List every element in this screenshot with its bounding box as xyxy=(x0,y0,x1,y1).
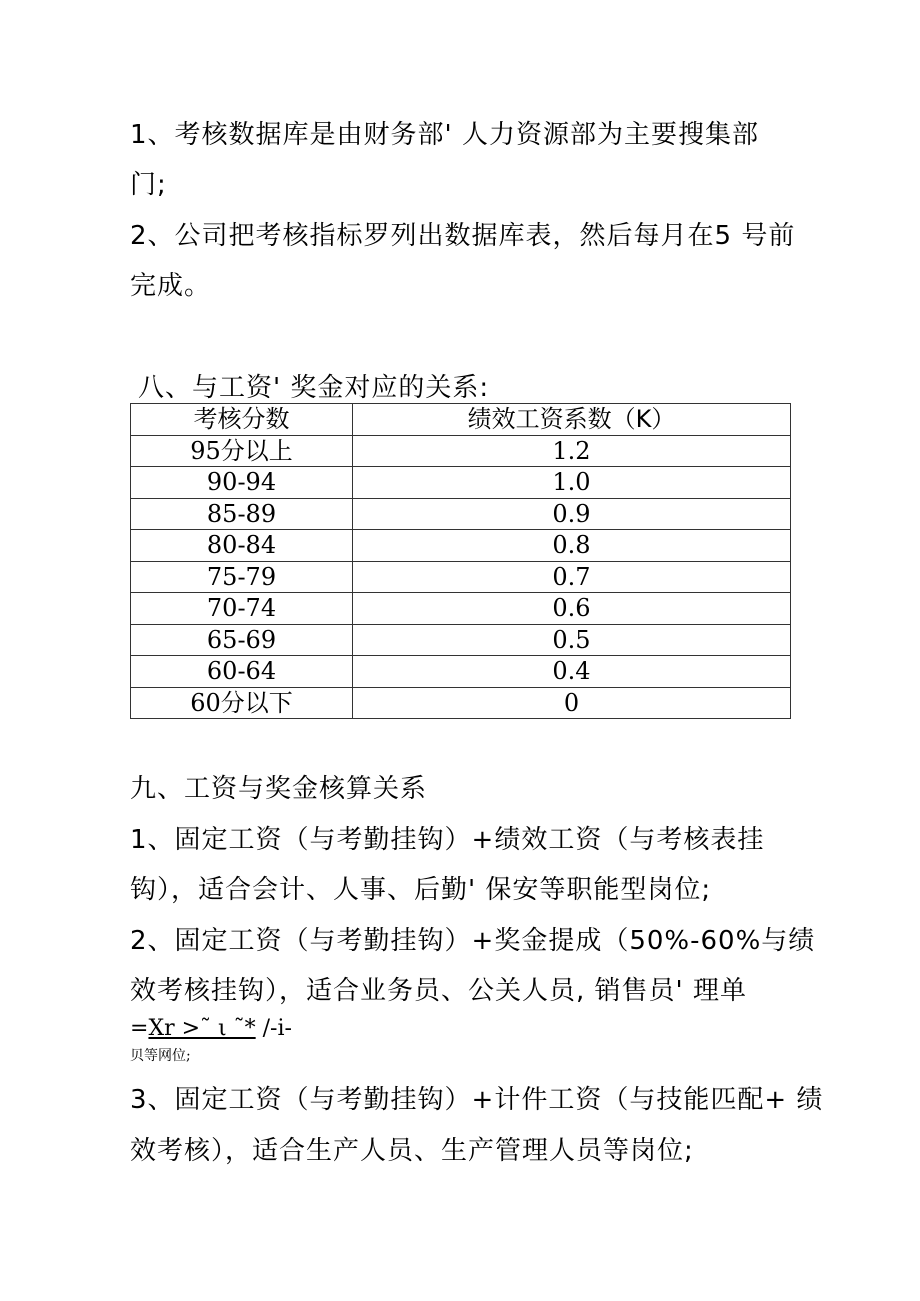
table-row xyxy=(131,624,791,656)
header-coefficient: 绩效工资系数（K） xyxy=(353,404,791,436)
item-2-line-2: 效考核挂钩），适合业务员、公关人员, 销售员' 理单 xyxy=(130,976,747,1006)
section-9-title: 九、工资与奖金核算关系 xyxy=(130,774,428,804)
score-cell: 70-74 xyxy=(131,593,353,625)
score-cell: 80-84 xyxy=(131,530,353,562)
table-row xyxy=(131,467,791,499)
item-3-line-2: 效考核），适合生产人员、生产管理人员等岗位; xyxy=(130,1136,694,1166)
small-note: 贝等网位; xyxy=(130,1048,191,1064)
table-row xyxy=(131,498,791,530)
table-row xyxy=(131,530,791,562)
header-score: 考核分数 xyxy=(131,404,353,436)
score-cell: 60-64 xyxy=(131,656,353,688)
garbled-suffix: /-i- xyxy=(255,1016,292,1041)
table-row xyxy=(131,656,791,688)
intro-line-4: 完成。 xyxy=(130,271,212,301)
coefficient-table xyxy=(130,403,791,719)
table-header-row xyxy=(131,404,791,436)
garbled-ocr-line xyxy=(130,1016,292,1042)
intro-line-3: 2、公司把考核指标罗列出数据库表，然后每月在5 号前 xyxy=(130,221,796,251)
coefficient-cell: 0.9 xyxy=(353,498,791,530)
section-8-title: 八、与工资' 奖金对应的关系: xyxy=(138,373,490,403)
intro-line-2: 门; xyxy=(130,170,167,200)
coefficient-cell: 0.8 xyxy=(353,530,791,562)
coefficient-cell: 0.7 xyxy=(353,561,791,593)
score-cell: 60分以下 xyxy=(131,687,353,719)
table-row xyxy=(131,687,791,719)
coefficient-cell: 0 xyxy=(353,687,791,719)
score-cell: 95分以上 xyxy=(131,435,353,467)
table-row xyxy=(131,593,791,625)
garbled-prefix: = xyxy=(130,1016,149,1041)
coefficient-cell: 1.0 xyxy=(353,467,791,499)
item-1-line-1: 1、固定工资（与考勤挂钩）+绩效工资（与考核表挂 xyxy=(130,825,765,855)
score-cell: 85-89 xyxy=(131,498,353,530)
item-3-line-1: 3、固定工资（与考勤挂钩）+计件工资（与技能匹配+ 绩 xyxy=(130,1085,824,1115)
score-cell: 65-69 xyxy=(131,624,353,656)
coefficient-cell: 0.6 xyxy=(353,593,791,625)
score-cell: 90-94 xyxy=(131,467,353,499)
coefficient-cell: 1.2 xyxy=(353,435,791,467)
item-1-line-2: 钩），适合会计、人事、后勤' 保安等职能型岗位; xyxy=(130,875,712,905)
garbled-underlined: Xr >˜ ι ˜* xyxy=(148,1016,256,1041)
table-row xyxy=(131,435,791,467)
score-cell: 75-79 xyxy=(131,561,353,593)
item-2-line-1: 2、固定工资（与考勤挂钩）+奖金提成（50%-60%与绩 xyxy=(130,926,816,956)
coefficient-cell: 0.5 xyxy=(353,624,791,656)
intro-line-1: 1、考核数据库是由财务部' 人力资源部为主要搜集部 xyxy=(130,120,759,150)
coefficient-cell: 0.4 xyxy=(353,656,791,688)
table-row xyxy=(131,561,791,593)
